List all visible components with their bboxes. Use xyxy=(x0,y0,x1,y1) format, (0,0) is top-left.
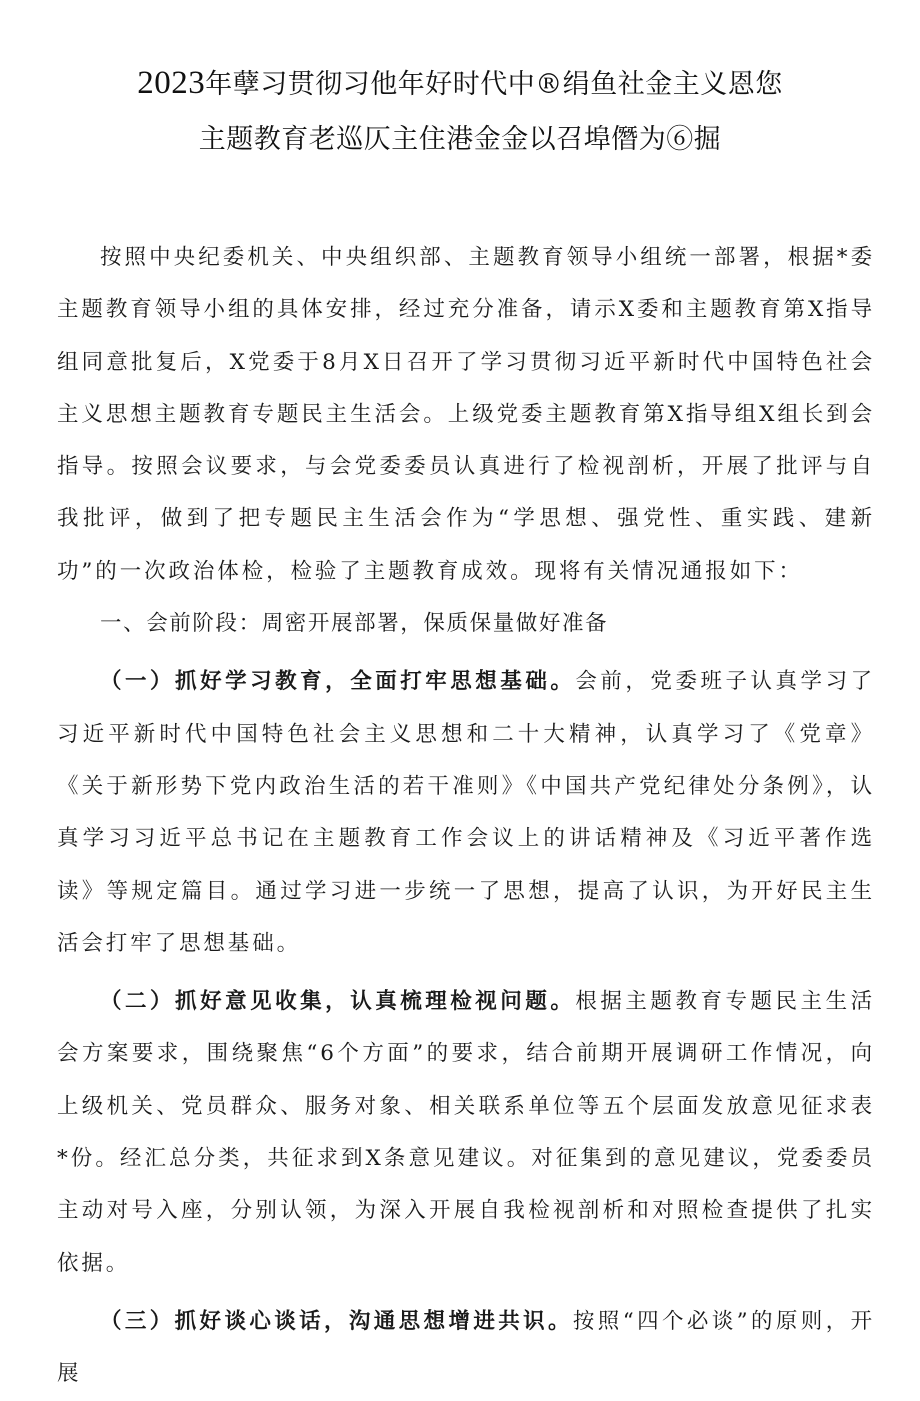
paragraph-item-2 xyxy=(57,976,875,1290)
paragraph-text: 按照“四个必谈”的原则，开展 xyxy=(57,1308,875,1387)
paragraph-item-1 xyxy=(57,656,875,970)
title-line-1-text: 年孽习贯彻习他年好时代中®绢鱼社金主义恩您 xyxy=(205,69,783,100)
paragraph-lead: （三）抓好谈心谈话，沟通思想增进共识。 xyxy=(100,1308,573,1334)
document-body xyxy=(57,232,875,1401)
paragraph-text: 根据主题教育专题民主生活会方案要求，围绕聚焦“6个方面”的要求，结合前期开展调研工作情况，向上级机关、党员群众、服务对象、相关联系单位等五个层面发放意见征求表*份。经汇总分类，共征求到X条意见建议。对征集到的意见建议，党委委员主动对号入座，分别认领，为深入开展自我检视剖析和对照检查提供了扎实依据。 xyxy=(57,989,875,1276)
section-heading-1 xyxy=(57,598,875,650)
paragraph-text: 会前，党委班子认真学习了习近平新时代中国特色社会主义思想和二十大精神，认真学习了《党章》《关于新形势下党内政治生活的若干准则》《中国共产党纪律处分条例》，认真学习习近平总书记在主题教育工作会议上的讲话精神及《习近平著作选读》等规定篇目。通过学习进一步统一了思想，提高了认识，为开好民主生活会打牢了思想基础。 xyxy=(57,669,875,956)
paragraph-text: 按照中央纪委机关、中央组织部、主题教育领导小组统一部署，根据*委主题教育领导小组的具体安排，经过充分准备，请示X委和主题教育第X指导组同意批复后，X党委于8月X日召开了学习贯彻习近平新时代中国特色社会主义思想主题教育专题民主生活会。上级党委主题教育第X指导组X组长到会指导。按照会议要求，与会党委委员认真进行了检视剖析，开展了批评与自我批评，做到了把专题民主生活会作为“学思想、强党性、重实践、建新功”的一次政治体检，检验了主题教育成效。现将有关情况通报如下： xyxy=(57,245,875,584)
paragraph-intro xyxy=(57,232,875,598)
document-title-line-2: 主题教育老巡仄主住港金金以召埠僭为⑥掘 xyxy=(198,124,722,155)
section-heading-text: 一、会前阶段：周密开展部署，保质保量做好准备 xyxy=(100,611,609,637)
paragraph-lead: （一）抓好学习教育，全面打牢思想基础。 xyxy=(100,669,576,695)
title-year: 2023 xyxy=(137,65,206,101)
paragraph-item-3 xyxy=(57,1296,875,1401)
paragraph-lead: （二）抓好意见收集，认真梳理检视问题。 xyxy=(100,989,576,1015)
document-title-line-1 xyxy=(0,62,920,102)
